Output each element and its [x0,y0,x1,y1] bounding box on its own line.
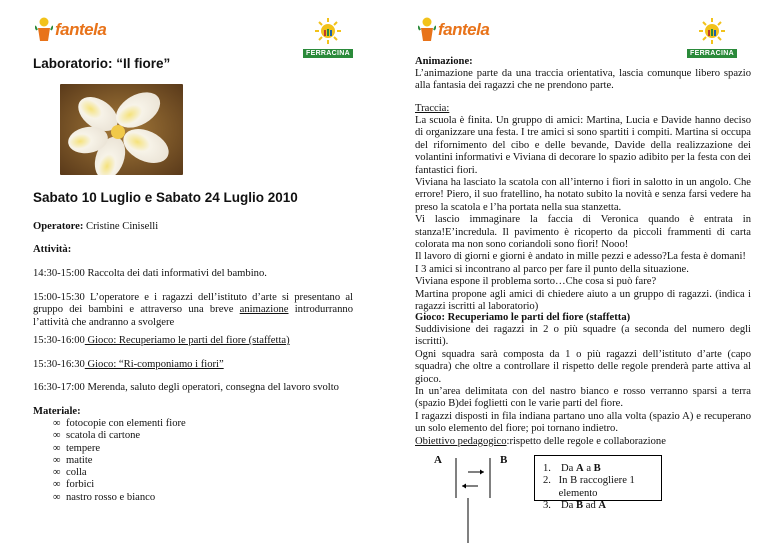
activities-label: Attività: [33,244,72,255]
schedule-time: 16:30-17:00 [33,382,85,393]
bullet-icon: ∞ [53,454,61,466]
obiettivo-label: Obiettivo pedagogico [415,436,507,447]
ferracina-logo [687,18,737,58]
material-text: scatola di cartone [66,430,141,442]
list-item [53,467,186,479]
schedule-text-underlined: Gioco: Recuperiamo le parti del fiore (staffetta) [84,335,290,346]
traccia-label: Traccia: [415,103,450,114]
bullet-icon: ∞ [53,479,61,491]
step-text-bold: A [598,500,607,512]
ferracina-sun-icon [315,18,341,44]
gioco-title: Gioco: Recuperiamo le parti del fiore (staffetta) [415,312,631,323]
bullet-icon: ∞ [53,491,61,503]
list-item [53,455,186,467]
event-dates: Sabato 10 Luglio e Sabato 24 Luglio 2010 [33,190,298,205]
fantela-mascot-icon [35,17,53,43]
fantela-mascot-icon [418,17,436,43]
material-text: colla [66,467,87,479]
schedule-time: 15:30-16:30 [33,359,85,370]
bullet-icon: ∞ [53,430,61,442]
animazione-text: L’animazione parte da una traccia orientativa, lascia comunque libero spazio alla fantasia dei ragazzi che ne prendono parte. [415,68,751,92]
schedule-text: introdurranno l’attività che andranno a svolgere [33,304,353,328]
schedule-text: Raccolta dei dati informativi del bambino. [84,268,267,279]
step-text-bold: A [576,463,584,474]
material-text: nastro rosso e bianco [66,491,156,503]
list-item [53,479,186,491]
list-item [543,463,661,475]
ferracina-sun-icon [699,18,725,44]
steps-box [534,455,662,512]
diagram-label-a: A [434,454,442,466]
schedule-item [33,335,290,347]
step-text: In B raccogliere 1 elemento [558,475,635,499]
list-item [53,492,186,504]
operator-line [33,221,158,233]
right-page [384,0,768,543]
step-number: 3. [543,500,551,512]
steps-list [535,463,661,513]
step-number: 1. [543,463,551,474]
fantela-logo-text: fantela [438,20,490,39]
material-text: fotocopie con elementi fiore [66,418,186,429]
schedule-item [33,268,353,280]
material-text: tempere [66,442,101,454]
gioco-text: Suddivisione dei ragazzi in 2 o più squadre (a seconda del numero degli iscritti). Ogni squadra sarà composta da 1 o più ragazzi dell’istituto d’arte (capo squadra) che oltre a controllare il rispetto delle regole prenderà parte attiva al gioco. In un’area delimitata con del nastro bianco e rosso verranno sparsi a terra (spazio B)dei foglietti con le varie parti del fiore. I ragazzi disposti in fila indiana partano uno alla volta (spazio A) e recuperano un solo elemento del fiore; poi tornano indietro. [415,324,751,435]
fantela-logo [418,17,489,43]
operator-name: Cristine Ciniselli [83,221,159,232]
materials-label: Materiale: [33,406,81,417]
schedule-time: 15:00-15:30 [33,292,85,303]
fantela-logo-text: fantela [55,20,107,39]
obiettivo-text: :rispetto delle regole e collaborazione [506,436,666,447]
step-text: ad [583,500,599,512]
list-item [543,500,661,512]
diagram-label-b: B [500,454,508,466]
flower-photo [60,84,183,175]
schedule-text-underlined: Gioco: “Ri-componiamo i fiori” [84,359,224,370]
schedule-time: 14:30-15:00 [33,268,85,279]
step-text: a [583,463,594,474]
step-text-bold: B [593,463,601,474]
ferracina-logo-text: FERRACINA [687,49,737,58]
diagram-lines [428,452,518,543]
step-text-bold: B [576,500,584,512]
material-text: matite [66,454,93,466]
step-number: 2. [543,475,551,487]
bullet-icon: ∞ [53,442,61,454]
ferracina-logo [303,18,353,58]
operator-label: Operatore: [33,221,84,232]
step-text: Da [561,463,577,474]
bullet-icon: ∞ [53,467,61,479]
schedule-text: Merenda, saluto degli operatori, consegna del lavoro svolto [84,382,339,393]
materials-list [53,418,186,504]
schedule-text-underlined: animazione [239,304,289,316]
page-title: Laboratorio: “Il fiore” [33,56,171,71]
list-item [543,475,661,500]
ferracina-logo-text: FERRACINA [303,49,353,58]
bullet-icon: ∞ [53,418,61,429]
traccia-text: La scuola è finita. Un gruppo di amici: Martina, Lucia e Davide hanno deciso di organizzare una festa. I tre amici si sono spartiti i compiti. Martina si occupa del rifornimento del cibo e delle bevande, Davide della realizzazione dei volantini informativi e Viviana di decorare lo spazio adibito per la festa con dei fantastici fiori. Viviana ha lasciato la scatola con all’interno i fiori in salotto in un angolo. Che errore! Piero, il suo fratellino, ha notato subito la novità e senza farsi vedere ha preso la scatola e l’ha portata nella sua stanzetta. Vi lascio immaginare la faccia di Veronica quando è entrata in stanza!E’incredula. Il pavimento è ricoperto da piccoli frammenti di carta colorata ma non sono coriandoli sono fiori! Nooo! Il lavoro di giorni e giorni è andato in mille pezzi e adesso?La festa è domani! I 3 amici si incontrano al parco per fare il punto della situazione. Viviana espone il problema sorto…Che cosa si può fare? Martina propone agli amici di chiedere aiuto a un gruppo di ragazzi. (indica i ragazzi iscritti al laboratorio) [415,115,751,313]
obiettivo-line [415,436,751,448]
frangipani-image [60,84,183,175]
list-item [53,430,186,442]
schedule-text: L’operatore e i ragazzi dell’istituto d’arte si presentano al gruppo dei bambini e attraverso una breve [33,292,353,316]
animazione-label: Animazione: [415,56,473,67]
schedule-item [33,382,339,394]
schedule-item [33,292,353,329]
material-text: forbici [66,479,95,491]
fantela-logo [35,17,106,43]
list-item [53,443,186,455]
schedule-time: 15:30-16:00 [33,335,85,346]
relay-diagram [428,452,518,543]
schedule-item [33,359,224,371]
list-item [53,418,186,430]
step-text: Da [561,500,577,512]
